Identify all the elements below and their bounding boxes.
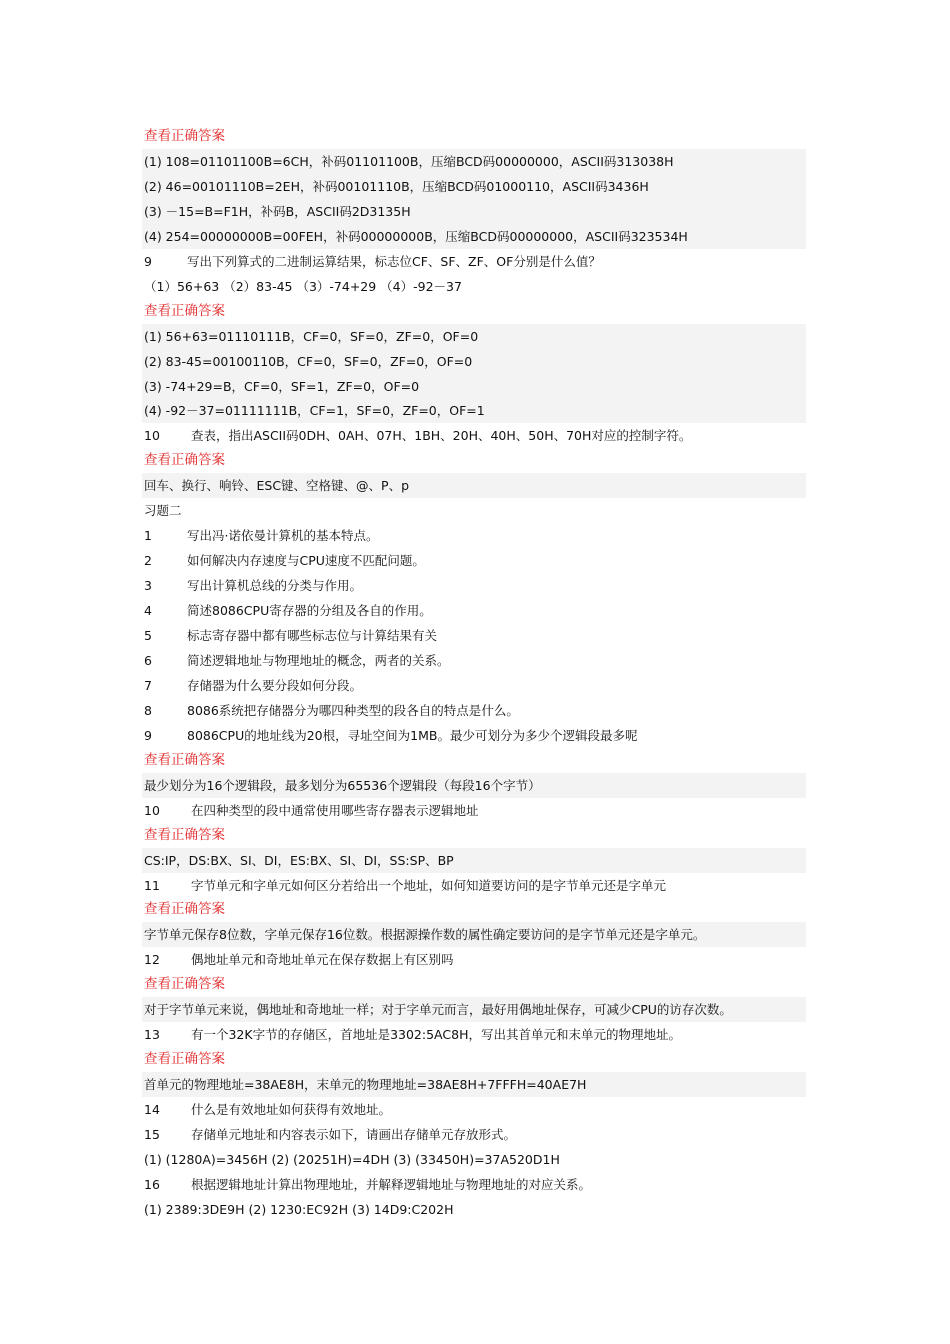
question-number: 1 — [144, 528, 152, 544]
question-text: 在四种类型的段中通常使用哪些寄存器表示逻辑地址 — [187, 802, 479, 818]
question-text: 存储器为什么要分段如何分段。 — [187, 677, 363, 693]
answer-line: 字节单元保存8位数，字单元保存16位数。根据源操作数的属性确定要访问的是字节单元还是字单元。 — [142, 922, 806, 947]
question-line — [144, 623, 437, 648]
answer-line: 首单元的物理地址=38AE8H，末单元的物理地址=38AE8H+7FFFH=40AE7H — [142, 1072, 806, 1097]
question-number: 9 — [144, 727, 152, 743]
text-line: (1) (1280A)=3456H (2) (20251H)=4DH (3) (33450H)=37A520D1H — [144, 1151, 560, 1167]
answer-line: 回车、换行、响铃、ESC键、空格键、@、P、p — [142, 473, 806, 498]
answer-line: (1) 56+63=01110111B，CF=0，SF=0，ZF=0，OF=0 — [142, 324, 806, 349]
question-text: 根据逻辑地址计算出物理地址，并解释逻辑地址与物理地址的对应关系。 — [187, 1176, 591, 1192]
question-number: 7 — [144, 677, 152, 693]
answer-line: (4) -92－37=01111111B，CF=1，SF=0，ZF=0，OF=1 — [142, 398, 806, 423]
question-line — [144, 698, 519, 723]
view-answer-link[interactable]: 查看正确答案 — [144, 452, 225, 469]
answer-line: (3) -74+29=B，CF=0，SF=1，ZF=0，OF=0 — [142, 374, 806, 399]
question-number: 3 — [144, 578, 152, 594]
view-answer-link[interactable]: 查看正确答案 — [144, 302, 225, 319]
question-number: 16 — [144, 1176, 160, 1192]
question-number: 9 — [144, 253, 152, 269]
view-answer-link[interactable]: 查看正确答案 — [144, 128, 225, 144]
question-line — [144, 648, 450, 673]
answer-line: (4) 254=00000000B=00FEH，补码00000000B，压缩BCD码00000000，ASCII码323534H — [142, 224, 806, 249]
question-text: 8086系统把存储器分为哪四种类型的段各自的特点是什么。 — [187, 702, 519, 718]
question-text: 写出冯·诺依曼计算机的基本特点。 — [187, 528, 379, 544]
text-line: (1) 2389:3DE9H (2) 1230:EC92H (3) 14D9:C202H — [144, 1201, 454, 1217]
answer-line: (2) 46=00101110B=2EH，补码00101110B，压缩BCD码01000110，ASCII码3436H — [142, 174, 806, 199]
question-line — [144, 423, 691, 448]
answer-line: (1) 108=01101100B=6CH，补码01101100B，压缩BCD码00000000，ASCII码313038H — [142, 149, 806, 174]
question-text: 简述8086CPU寄存器的分组及各自的作用。 — [187, 603, 432, 618]
question-line — [144, 598, 432, 623]
question-number: 4 — [144, 603, 152, 618]
question-text: 偶地址单元和奇地址单元在保存数据上有区别吗 — [187, 952, 454, 968]
view-answer-link[interactable]: 查看正确答案 — [144, 826, 225, 843]
question-line — [144, 523, 378, 548]
answer-line: 最少划分为16个逻辑段，最多划分为65536个逻辑段（每段16个字节） — [142, 773, 806, 798]
question-number: 6 — [144, 652, 152, 668]
answer-line: 对于字节单元来说，偶地址和奇地址一样；对于字单元而言，最好用偶地址保存，可减少CPU的访存次数。 — [142, 997, 806, 1022]
question-line — [144, 573, 362, 598]
question-number: 13 — [144, 1027, 160, 1043]
question-line — [144, 1172, 591, 1197]
question-line — [144, 798, 478, 823]
question-number: 12 — [144, 952, 160, 968]
view-answer-link[interactable]: 查看正确答案 — [144, 1051, 225, 1068]
question-number: 2 — [144, 553, 152, 569]
question-number: 5 — [144, 628, 152, 643]
view-answer-link[interactable]: 查看正确答案 — [144, 976, 225, 993]
question-number: 8 — [144, 702, 152, 718]
view-answer-link[interactable]: 查看正确答案 — [144, 901, 225, 918]
question-text: 字节单元和字单元如何区分若给出一个地址，如何知道要访问的是字节单元还是字单元 — [187, 877, 666, 893]
question-line — [144, 947, 453, 972]
question-text: 简述逻辑地址与物理地址的概念，两者的关系。 — [187, 652, 450, 668]
question-line — [144, 249, 601, 274]
question-number: 11 — [144, 877, 160, 893]
question-text: 存储单元地址和内容表示如下，请画出存储单元存放形式。 — [187, 1127, 516, 1142]
text-line: （1）56+63 （2）83-45 （3）-74+29 （4）-92－37 — [144, 278, 462, 294]
question-line — [144, 1122, 516, 1147]
question-line — [144, 1022, 681, 1047]
question-number: 10 — [144, 428, 160, 444]
question-text: 有一个32K字节的存储区，首地址是3302:5AC8H，写出其首单元和末单元的物理地址。 — [187, 1027, 681, 1043]
question-text: 写出计算机总线的分类与作用。 — [187, 578, 363, 594]
question-text: 什么是有效地址如何获得有效地址。 — [187, 1102, 391, 1117]
question-text: 写出下列算式的二进制运算结果，标志位CF、SF、ZF、OF分别是什么值？ — [187, 253, 601, 269]
answer-line: (3) －15=B=F1H，补码B，ASCII码2D3135H — [142, 199, 806, 224]
question-line — [144, 673, 362, 698]
question-line — [144, 548, 425, 573]
question-line — [144, 1097, 391, 1122]
question-text: 查表，指出ASCII码0DH、0AH、07H、1BH、20H、40H、50H、70H对应的控制字符。 — [187, 428, 692, 444]
answer-line: CS:IP，DS:BX、SI、DI，ES:BX、SI、DI，SS:SP、BP — [142, 848, 806, 873]
question-line — [144, 723, 637, 748]
text-line: 习题二 — [144, 503, 182, 519]
question-text: 8086CPU的地址线为20根，寻址空间为1MB。最少可划分为多少个逻辑段最多呢 — [187, 727, 638, 743]
answer-line: (2) 83-45=00100110B，CF=0，SF=0，ZF=0，OF=0 — [142, 349, 806, 374]
question-text: 标志寄存器中都有哪些标志位与计算结果有关 — [187, 628, 438, 643]
question-number: 14 — [144, 1102, 160, 1117]
question-text: 如何解决内存速度与CPU速度不匹配问题。 — [187, 553, 425, 569]
view-answer-link[interactable]: 查看正确答案 — [144, 751, 225, 768]
question-number: 15 — [144, 1127, 160, 1142]
question-number: 10 — [144, 802, 160, 818]
question-line — [144, 873, 666, 898]
